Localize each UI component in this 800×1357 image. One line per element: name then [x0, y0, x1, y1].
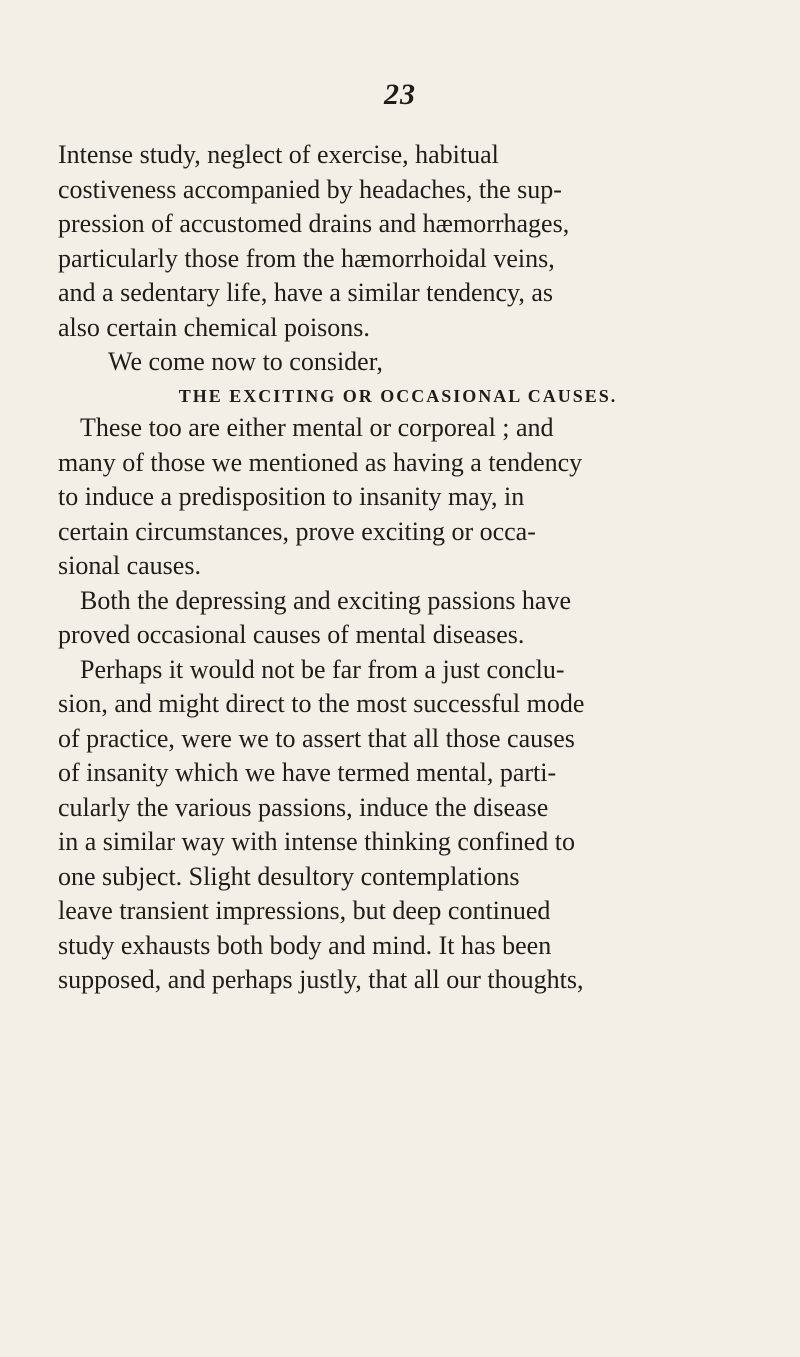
text-line: many of those we mentioned as having a tendency: [58, 447, 583, 477]
section-heading: THE EXCITING OR OCCASIONAL CAUSES.: [178, 386, 618, 406]
text-line: Intense study, neglect of exercise, habitual: [58, 140, 499, 169]
text-line: Both the depressing and exciting passions have: [80, 585, 572, 615]
text-line: study exhausts both body and mind. It has been: [58, 930, 552, 960]
text-line: of insanity which we have termed mental, parti-: [58, 758, 557, 787]
text-line: in a similar way with intense thinking confined to: [58, 827, 576, 856]
text-line: sional causes.: [58, 551, 201, 580]
text-line: also certain chemical poisons.: [58, 312, 370, 342]
text-line: These too are either mental or corporeal ; and: [80, 413, 554, 442]
text-line: Perhaps it would not be far from a just conclu-: [80, 654, 565, 684]
text-line: costiveness accompanied by headaches, the sup-: [58, 174, 562, 204]
text-line: proved occasional causes of mental diseases.: [58, 620, 525, 649]
text-line: one subject. Slight desultory contemplations: [58, 861, 520, 891]
page-number: 23: [384, 78, 416, 111]
text-block-top: [58, 138, 738, 380]
text-line: sion, and might direct to the most successful mode: [58, 689, 585, 718]
text-line: We come now to consider,: [108, 347, 383, 376]
text-line: of practice, were we to assert that all those causes: [58, 723, 575, 753]
text-line: to induce a predisposition to insanity may, in: [58, 482, 525, 511]
text-line: certain circumstances, prove exciting or occa-: [58, 516, 536, 546]
text-line: particularly those from the hæmorrhoidal veins,: [58, 243, 555, 273]
text-line: and a sedentary life, have a similar tendency, as: [58, 278, 553, 307]
text-line: cularly the various passions, induce the disease: [58, 792, 549, 822]
section-heading-wrap: [58, 386, 738, 407]
text-line: leave transient impressions, but deep continued: [58, 896, 551, 925]
text-block-bottom: [58, 411, 738, 998]
text-line: supposed, and perhaps justly, that all our thoughts,: [58, 965, 584, 994]
text-line: pression of accustomed drains and hæmorrhages,: [58, 209, 570, 238]
